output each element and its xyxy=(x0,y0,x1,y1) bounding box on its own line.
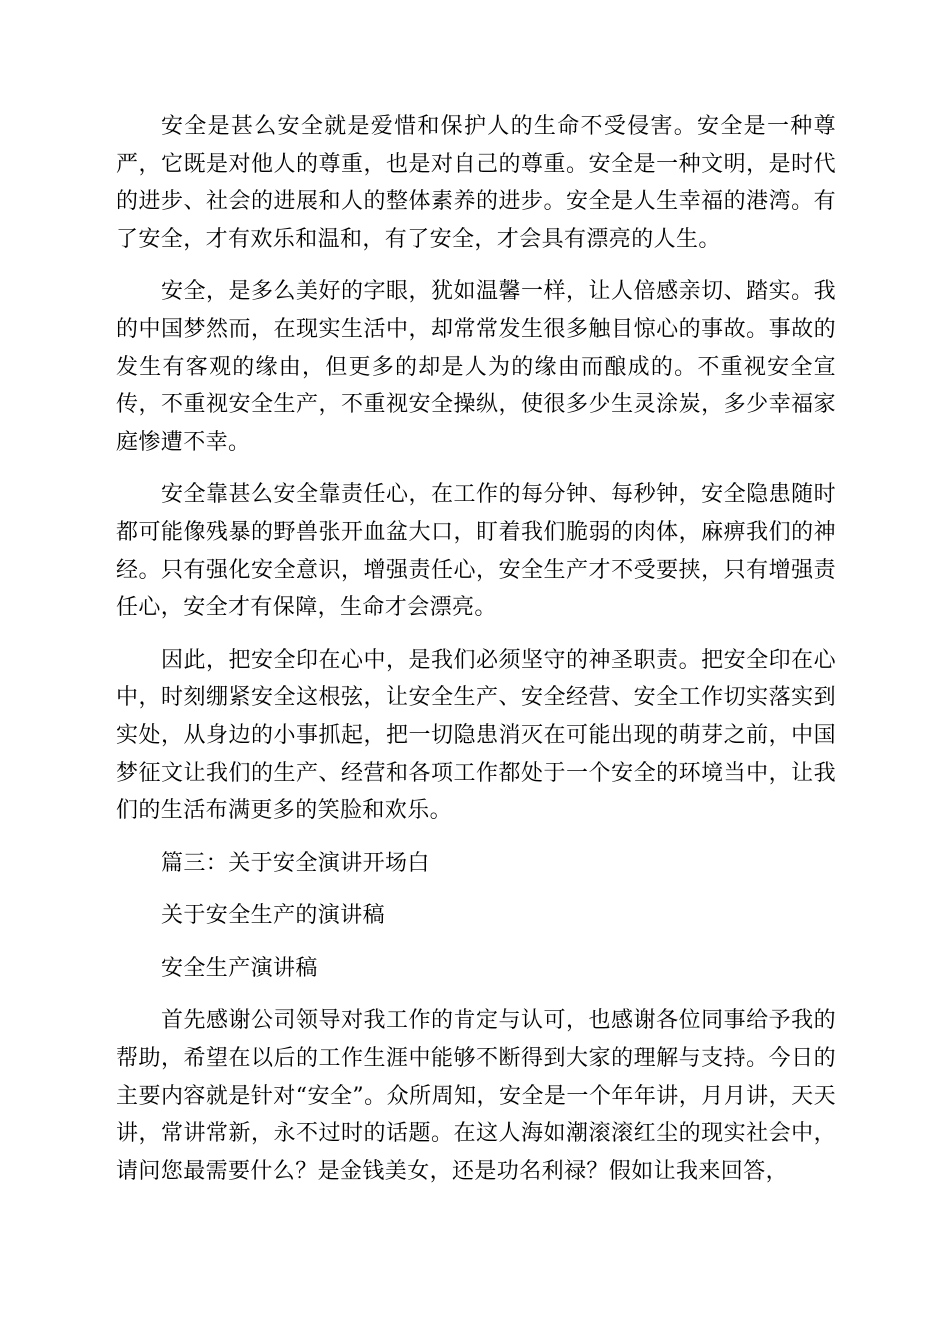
paragraph-safety-responsibility: 安全靠甚么安全靠责任心，在工作的每分钟、每秒钟，安全隐患随时都可能像残暴的野兽张开血盆大口，盯着我们脆弱的肉体，麻痹我们的神经。只有强化安全意识，增强责任心，安全生产才不受要挟，只有增强责任心，安全才有保障，生命才会漂亮。 xyxy=(116,482,836,621)
section-heading-speech-subtitle: 安全生产演讲稿 xyxy=(161,955,318,981)
section-heading-speech-title: 关于安全生产的演讲稿 xyxy=(161,903,386,929)
section-heading-part-three: 篇三：关于安全演讲开场白 xyxy=(161,850,430,876)
paragraph-speech-opening: 首先感谢公司领导对我工作的肯定与认可，也感谢各位同事给予我的帮助，希望在以后的工作生涯中能够不断得到大家的理解与支持。今日的主要内容就是针对“安全”。众所周知，安全是一个年年讲，月月讲，天天讲，常讲常新，永不过时的话题。在这人海如潮滚滚红尘的现实社会中，请问您最需要什么？是金钱美女，还是功名利禄？假如让我来回答， xyxy=(116,1008,836,1184)
paragraph-safety-in-heart: 因此，把安全印在心中，是我们必须坚守的神圣职责。把安全印在心中，时刻绷紧安全这根弦，让安全生产、安全经营、安全工作切实落实到实处，从身边的小事抓起，把一切隐患消灭在可能出现的萌芽之前，中国梦征文让我们的生产、经营和各项工作都处于一个安全的环境当中，让我们的生活布满更多的笑脸和欢乐。 xyxy=(116,647,836,824)
paragraph-safety-definition: 安全是甚么安全就是爱惜和保护人的生命不受侵害。安全是一种尊严，它既是对他人的尊重，也是对自己的尊重。安全是一种文明，是时代的进步、社会的进展和人的整体素养的进步。安全是人生幸福的港湾。有了安全，才有欢乐和温和，有了安全，才会具有漂亮的人生。 xyxy=(116,114,836,252)
document-page xyxy=(116,108,836,1205)
paragraph-safety-beautiful-word: 安全，是多么美好的字眼，犹如温馨一样，让人倍感亲切、踏实。我的中国梦然而，在现实生活中，却常常发生很多触目惊心的事故。事故的发生有客观的缘由，但更多的却是人为的缘由而酿成的。不重视安全宣传，不重视安全生产，不重视安全操纵，使很多少生灵涂炭，多少幸福家庭惨遭不幸。 xyxy=(116,279,836,455)
